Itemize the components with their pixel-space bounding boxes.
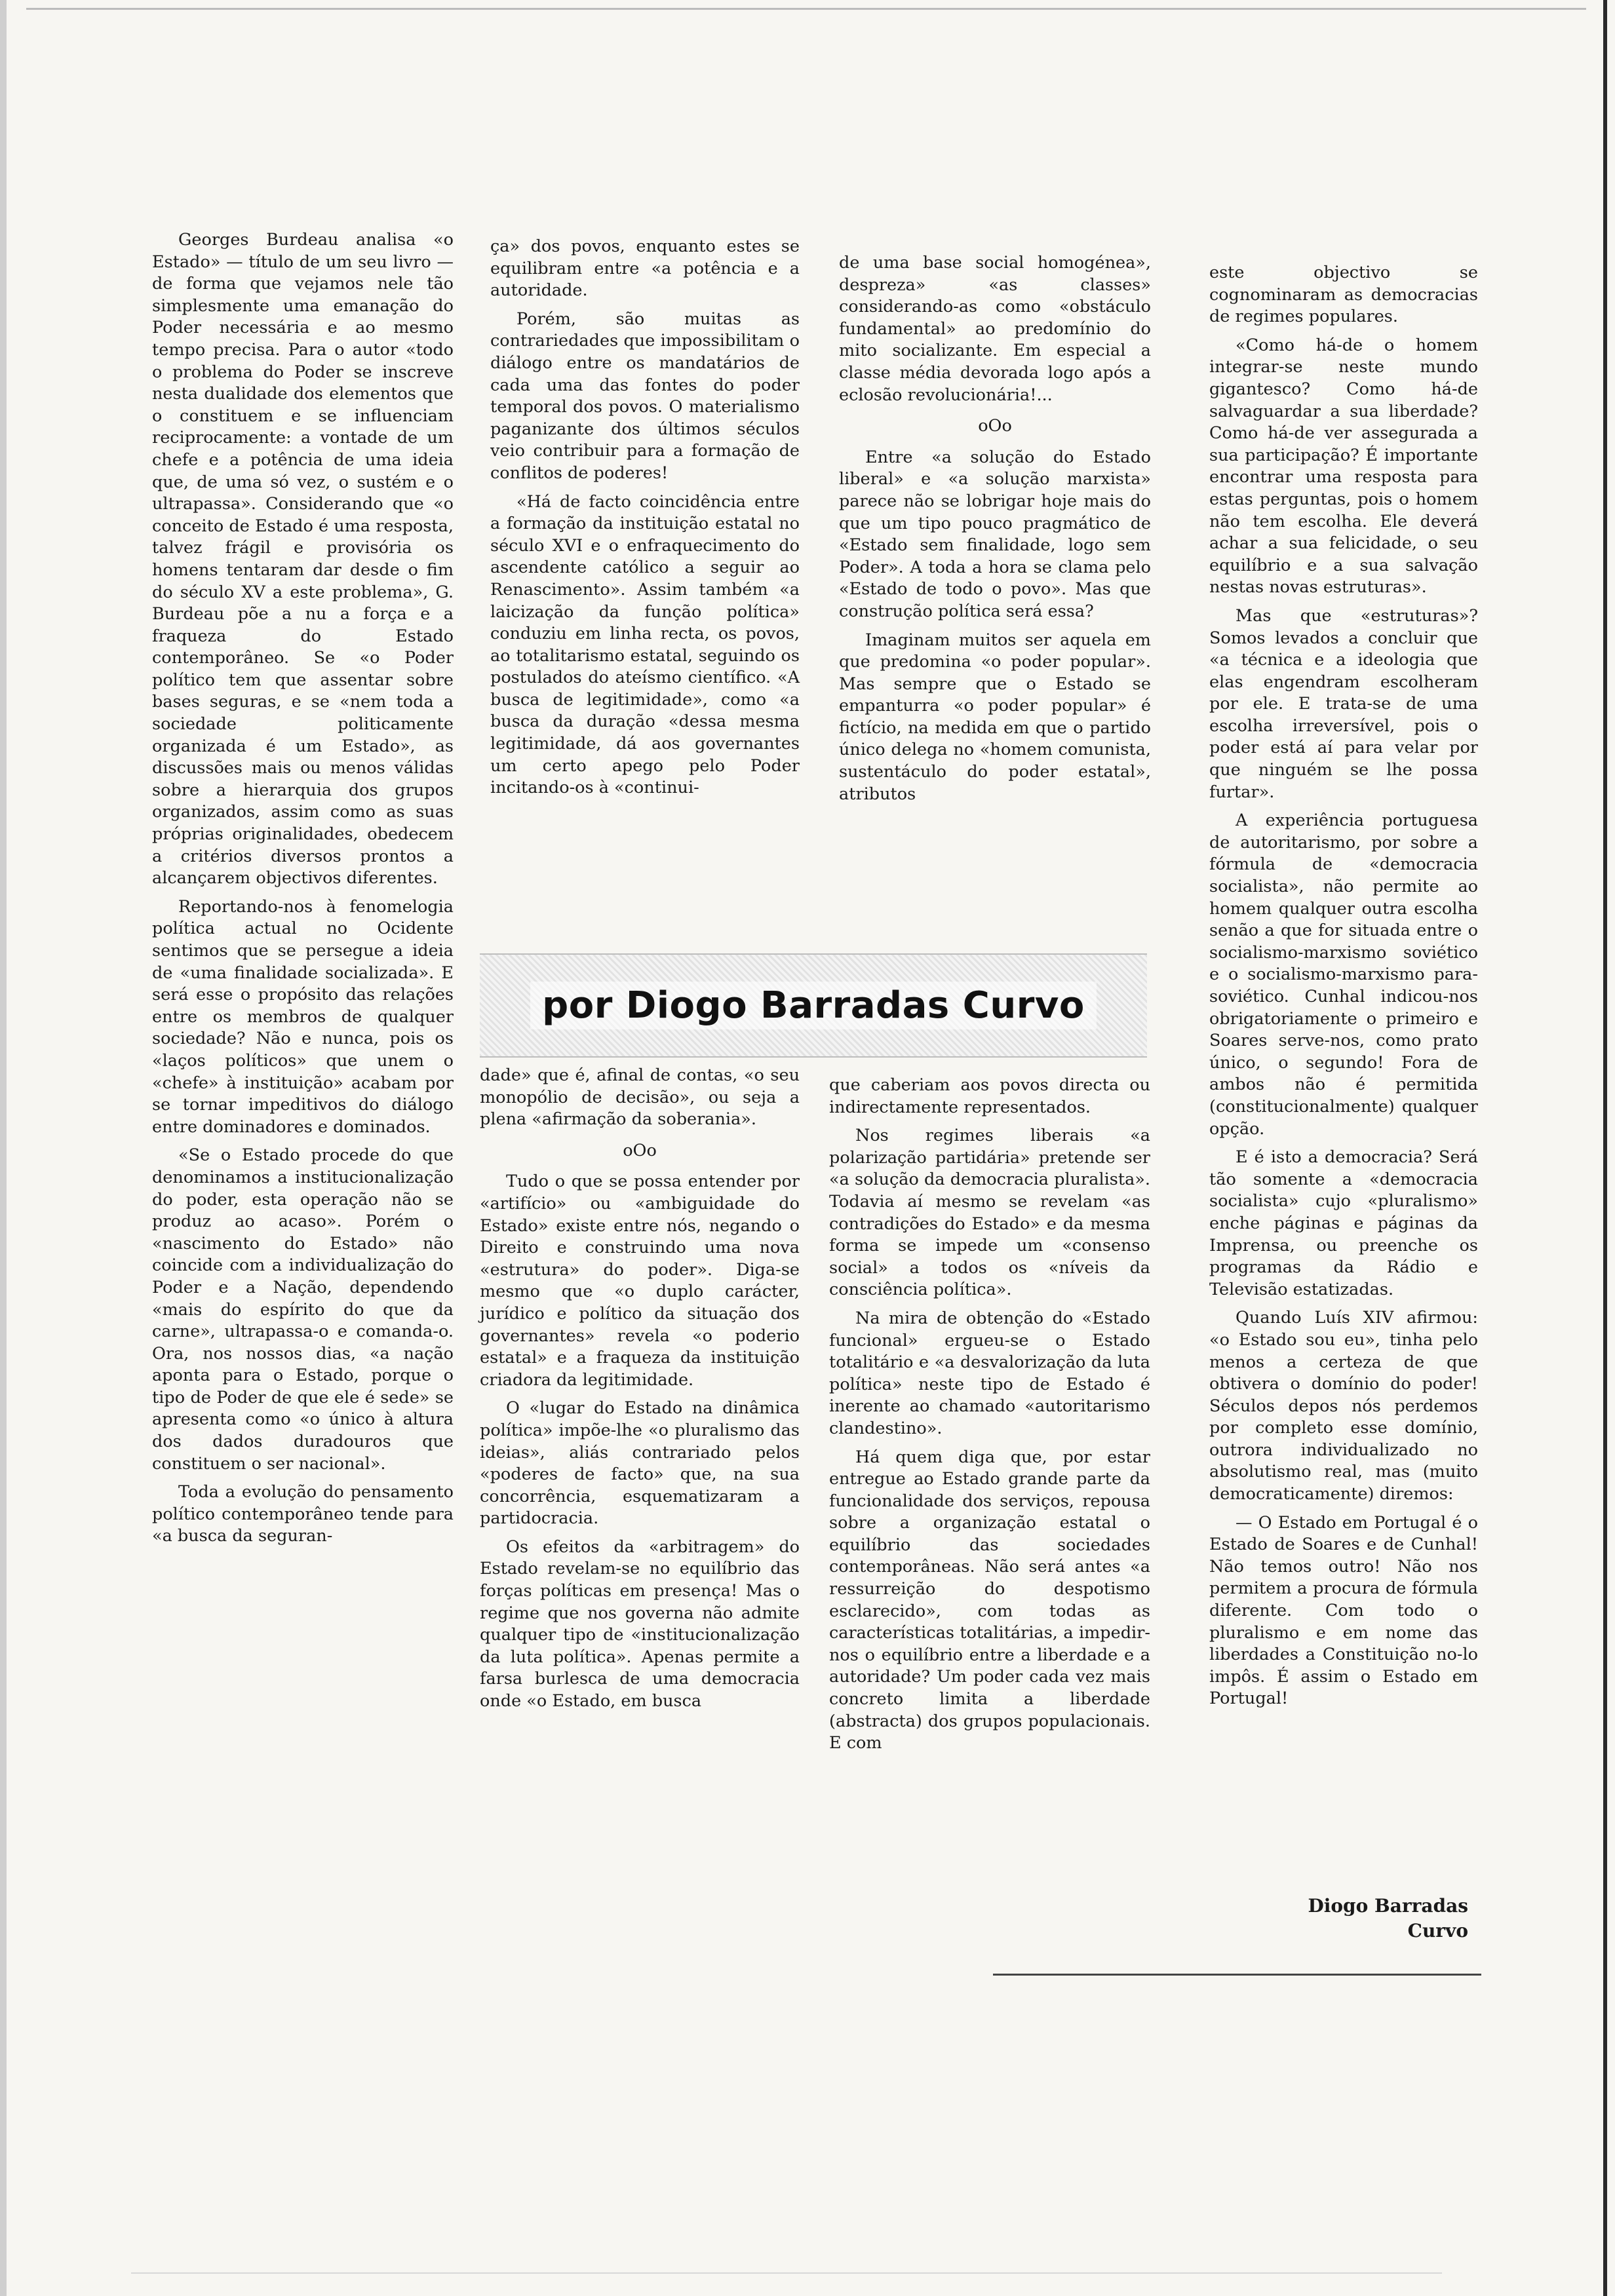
paragraph: — O Estado em Portugal é o Estado de Soares e de Cunhal! Não temos outro! Não nos permitem a procura de fórmula diferente. Com todo o pluralismo e em nome das liberdades a Constituição no-lo impôs. É assim o Estado em Portugal! <box>1209 1512 1478 1709</box>
author-signature: Diogo Barradas Curvo <box>1308 1895 1468 1942</box>
byline: por Diogo Barradas Curvo <box>530 982 1097 1029</box>
paragraph: E é isto a democracia? Será tão somente a «democracia socialista» cujo «pluralismo» enche páginas e páginas da Imprensa, ou preenche os programas da Rádio e Televisão estatizadas. <box>1209 1147 1478 1299</box>
paragraph: de uma base social homogénea», despreza» «as classes» considerando-as como «obstáculo fundamental» ao predomínio do mito socializante. Em especial a classe média devorada logo após a eclosão revolucionária!... <box>839 253 1151 405</box>
paragraph: Entre «a solução do Estado liberal» e «a solução marxista» parece não se lobrigar hoje mais do que um tipo pouco pragmático de «Estado sem finalidade, logo sem Poder». A toda a hora se clama pelo «Estado de todo o povo». Mas que construção política será essa? <box>839 447 1151 621</box>
section-separator: oOo <box>978 416 1012 436</box>
scan-edge-left <box>0 0 7 2296</box>
paragraph: «Como há-de o homem integrar-se neste mundo gigantesco? Como há-de salvaguardar a sua liberdade? Como há-de ver assegurada a sua participação? É importante encontrar uma resposta para estas perguntas, pois o homem não tem escolha. Ele deverá achar a sua felicidade, o seu equilíbrio e a sua salvação nestas novas estruturas». <box>1209 335 1478 598</box>
article-column-4 <box>1209 262 1478 1717</box>
paragraph: Georges Burdeau analisa «o Estado» — título de um seu livro — de forma que vejamos nele tão simplesmente uma emanação do Poder necessária e ao mesmo tempo precisa. Para o autor «todo o problema do Poder se inscreve nesta dualidade dos elementos que o constituem e se influenciam reciprocamente: a vontade de um chefe e a potência de uma ideia que, de uma só vez, o sustém e o ultrapassa». Considerando que «o conceito de Estado é uma resposta, talvez frágil e provisória os homens tentaram dar desde o fim do século XV a este problema», G. Burdeau põe a nu a força e a fraqueza do Estado contemporâneo. Se «o Poder político tem que assentar sobre bases seguras, e se «nem toda a sociedade politicamente organizada é um Estado», as discussões mais ou menos válidas sobre a hierarquia dos grupos organizados, assim como as suas próprias originalidades, obedecem a critérios diversos prontos a alcançarem objectivos diferentes. <box>152 230 454 889</box>
paragraph: A experiência portuguesa de autoritarismo, por sobre a fórmula de «democracia socialista», não permite ao homem qualquer outra escolha senão a que for situada entre o socialismo-marxismo soviético e o socialismo-marxismo para-soviético. Cunhal indicou-nos obrigatoriamente o primeiro e Soares serve-nos, como prato único, o segundo! Fora de ambos não é permitida (constitucionalmente) qualquer opção. <box>1209 811 1478 1139</box>
paragraph: Imaginam muitos ser aquela em que predomina «o poder popular». Mas sempre que o Estado se empanturra «o poder popular» é fictício, na medida em que o partido único delega no «homem comunista, sustentáculo do poder estatal», atributos <box>839 630 1151 804</box>
paragraph: ça» dos povos, enquanto estes se equilibram entre «a potência e a autoridade. <box>490 237 800 301</box>
scan-edge-right <box>1603 0 1607 2296</box>
article-column-3-bottom <box>829 1075 1150 1761</box>
section-separator: oOo <box>623 1140 657 1160</box>
paragraph: Na mira de obtenção do «Estado funcional» ergueu-se o Estado totalitário e «a desvalorização da luta política» neste tipo de Estado é inerente ao chamado «autoritarismo clandestino». <box>829 1308 1150 1438</box>
closing-rule <box>993 1974 1481 1976</box>
byline-banner <box>480 953 1147 1058</box>
paragraph: que caberiam aos povos directa ou indirectamente representados. <box>829 1075 1150 1117</box>
paragraph: Porém, são muitas as contrariedades que impossibilitam o diálogo entre os mandatários de cada uma das fontes do poder temporal dos povos. O materialismo paganizante dos últimos séculos veio contribuir para a formação de conflitos de poderes! <box>490 309 800 483</box>
paragraph: Reportando-nos à fenomelogia política actual no Ocidente sentimos que se persegue a ideia de «uma finalidade socializada». E será esse o propósito das relações entre os membros de qualquer sociedade? Não e nunca, pois os «laços políticos» que unem o «chefe» à instituição» acabam por se tornar impeditivos do diálogo entre dominadores e dominados. <box>152 896 454 1137</box>
paragraph: Mas que «estruturas»? Somos levados a concluir que «a técnica e a ideologia que elas engendram escolheram por ele. E trata-se de uma escolha irreversível, pois o poder está aí para velar por que ninguém se lhe possa furtar». <box>1209 605 1478 802</box>
paragraph: Tudo o que se possa entender por «artifício» ou «ambiguidade do Estado» existe entre nós, negando o Direito e construindo uma nova «estrutura» do poder». Diga-se mesmo que «o duplo carácter, jurídico e político da situação dos governantes» revela «o poderio estatal» e a fraqueza da instituição criadora da legitimidade. <box>480 1172 800 1390</box>
article-column-2-bottom <box>480 1065 800 1719</box>
article-column-2-top <box>490 236 800 806</box>
paragraph: Os efeitos da «arbitragem» do Estado revelam-se no equilíbrio das forças políticas em presença! Mas o regime que nos governa não admite qualquer tipo de «institucionalização da luta política». Apenas permite a farsa burlesca de uma democracia onde «o Estado, em busca <box>480 1537 800 1712</box>
scan-edge-top <box>26 8 1586 10</box>
paragraph: «Há de facto coincidência entre a formação da instituição estatal no século XVI e o enfraquecimento do ascendente católico a seguir ao Renascimento». Assim também «a laicização da função política» conduziu em linha recta, os povos, ao totalitarismo estatal, seguindo os postulados do ateísmo científico. «A busca de legitimidade», como «a busca da duração «dessa mesma legitimidade, dá aos governantes um certo apego pelo Poder incitando-os à «continui- <box>490 491 800 798</box>
paragraph: este objectivo se cognominaram as democracias de regimes populares. <box>1209 263 1478 327</box>
paragraph: Há quem diga que, por estar entregue ao Estado grande parte da funcionalidade dos serviços, repousa sobre a organização estatal o equilíbrio das sociedades contemporâneas. Não será antes «a ressurreição do despotismo esclarecido», com todas as características totalitárias, a impedir-nos o equilíbrio entre a liberdade e a autoridade? Um poder cada vez mais concreto limita a liberdade (abstracta) dos grupos populacionais. E com <box>829 1447 1150 1753</box>
scan-edge-bottom <box>131 2272 1442 2274</box>
article-column-1 <box>152 229 454 1554</box>
paragraph: «Se o Estado procede do que denominamos a institucionalização do poder, esta operação não se produz ao acaso». Porém o «nascimento do Estado» não coincide com a individualização do Poder e a Nação, dependendo «mais do espírito do que da carne», ultrapassa-o e comanda-o. Ora, nos nossos dias, «a nação aponta para o Estado, porque o tipo de Poder de que ele é sede» se apresenta como «o único à altura dos dados duradouros que constituem o ser nacional». <box>152 1145 454 1474</box>
paragraph: Toda a evolução do pensamento político contemporâneo tende para «a busca da seguran- <box>152 1482 454 1546</box>
paragraph: O «lugar do Estado na dinâmica política» impõe-lhe «o pluralismo das ideias», aliás contrariado pelos «poderes de facto» que, na sua concorrência, esquematizaram a partidocracia. <box>480 1398 800 1529</box>
paragraph: Nos regimes liberais «a polarização partidária» pretende ser «a solução da democracia pluralista». Todavia aí mesmo se revelam «as contradições do Estado» e da mesma forma se impede um «consenso social» a todos os «níveis da consciência política». <box>829 1126 1150 1300</box>
article-column-3-top <box>839 252 1151 812</box>
paragraph: dade» que é, afinal de contas, «o seu monopólio de decisão», ou seja a plena «afirmação da soberania». <box>480 1065 800 1130</box>
paragraph: Quando Luís XIV afirmou: «o Estado sou eu», tinha pelo menos a certeza de que obtivera o domínio do poder! Séculos depos nós perdemos por completo esse domínio, outrora individualizado no absolutismo real, mas (muito democraticamente) diremos: <box>1209 1308 1478 1504</box>
